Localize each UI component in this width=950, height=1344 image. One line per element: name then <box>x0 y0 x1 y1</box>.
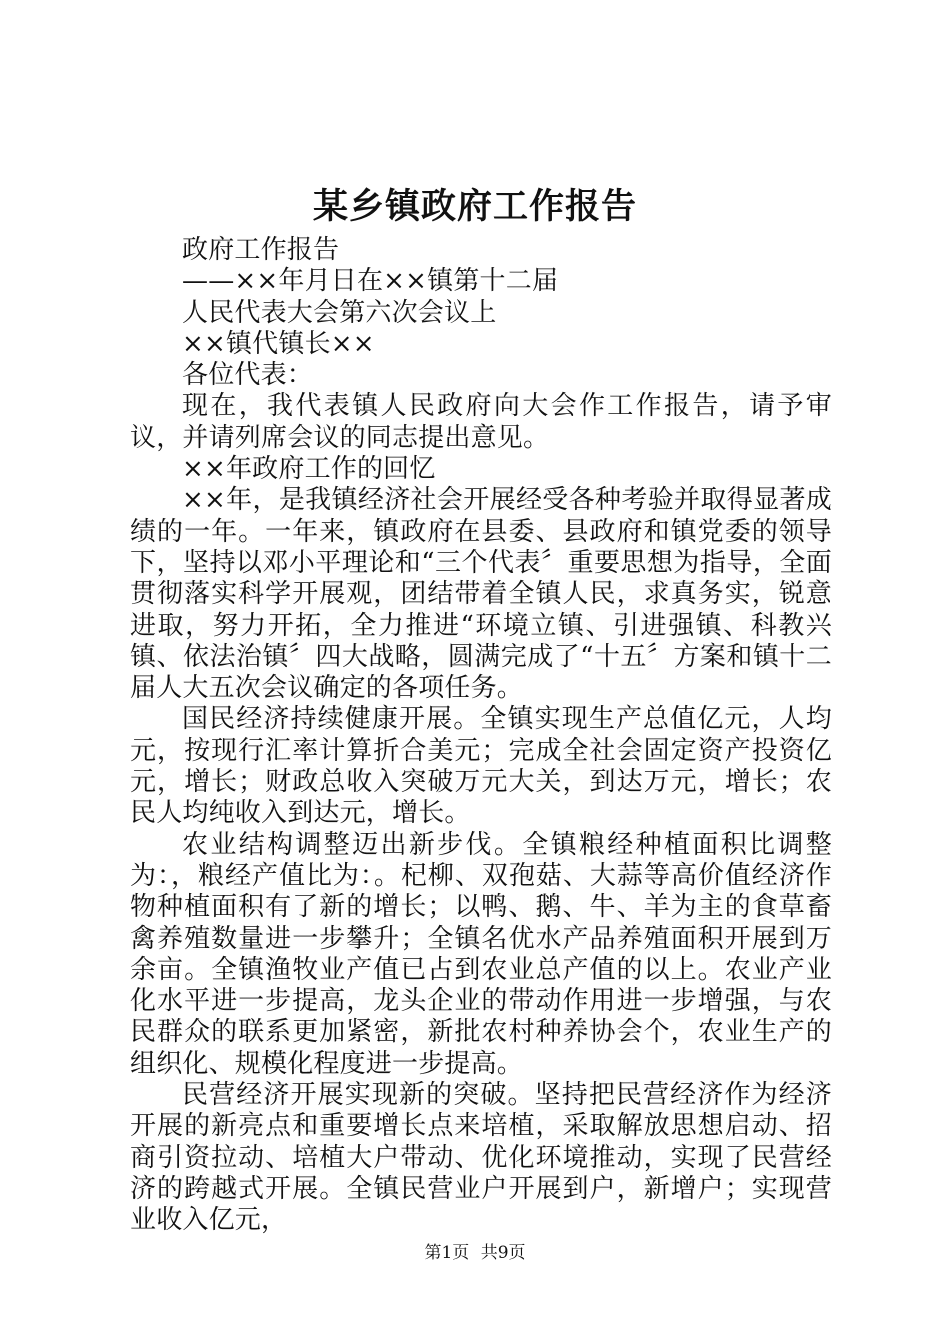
paragraph: ××年，是我镇经济社会开展经受各种考验并取得显著成绩的一年。一年来，镇政府在县委、县政府和镇党委的领导下，坚持以邓小平理论和“三个代表〞重要思想为指导，全面贯彻落实科学开展观，团结带着全镇人民，求真务实，锐意进取，努力开拓，全力推进“环境立镇、引进强镇、科教兴镇、依法治镇〞四大战略，圆满完成了“十五〞方案和镇十二届人大五次会议确定的各项任务。 <box>130 485 832 704</box>
paragraph: 民营经济开展实现新的突破。坚持把民营经济作为经济开展的新亮点和重要增长点来培植，采取解放思想启动、招商引资拉动、培植大户带动、优化环境推动，实现了民营经济的跨越式开展。全镇民营业户开展到户，新增户；实现营业收入亿元， <box>130 1080 832 1236</box>
paragraph: 现在，我代表镇人民政府向大会作工作报告，请予审议，并请列席会议的同志提出意见。 <box>130 391 832 453</box>
paragraph: 国民经济持续健康开展。全镇实现生产总值亿元，人均元，按现行汇率计算折合美元；完成全社会固定资产投资亿元，增长；财政总收入突破万元大关，到达万元，增长；农民人均纯收入到达元，增长。 <box>130 704 832 829</box>
report-heading: 政府工作报告 <box>182 235 340 265</box>
page-footer <box>0 1241 950 1265</box>
document-body <box>130 235 832 1237</box>
report-subtitle-line-1: ——××年月日在××镇第十二届 <box>182 266 559 297</box>
salutation: 各位代表： <box>182 360 314 391</box>
page-number: 第1页 <box>424 1243 470 1263</box>
report-author: ××镇代镇长×× <box>182 328 375 359</box>
document-title: 某乡镇政府工作报告 <box>312 186 637 227</box>
section-heading: ××年政府工作的回忆 <box>182 454 436 485</box>
page-total: 共9页 <box>480 1243 526 1263</box>
paragraph: 农业结构调整迈出新步伐。全镇粮经种植面积比调整为：，粮经产值比为：。杞柳、双孢菇、大蒜等高价值经济作物种植面积有了新的增长；以鸭、鹅、牛、羊为主的食草畜禽养殖数量进一步攀升；全镇名优水产品养殖面积开展到万余亩。全镇渔牧业产值已占到农业总产值的以上。农业产业化水平进一步提高，龙头企业的带动作用进一步增强，与农民群众的联系更加紧密，新批农村种养协会个，农业生产的组织化、规模化程度进一步提高。 <box>130 829 832 1079</box>
report-subtitle-line-2: 人民代表大会第六次会议上 <box>182 297 497 328</box>
